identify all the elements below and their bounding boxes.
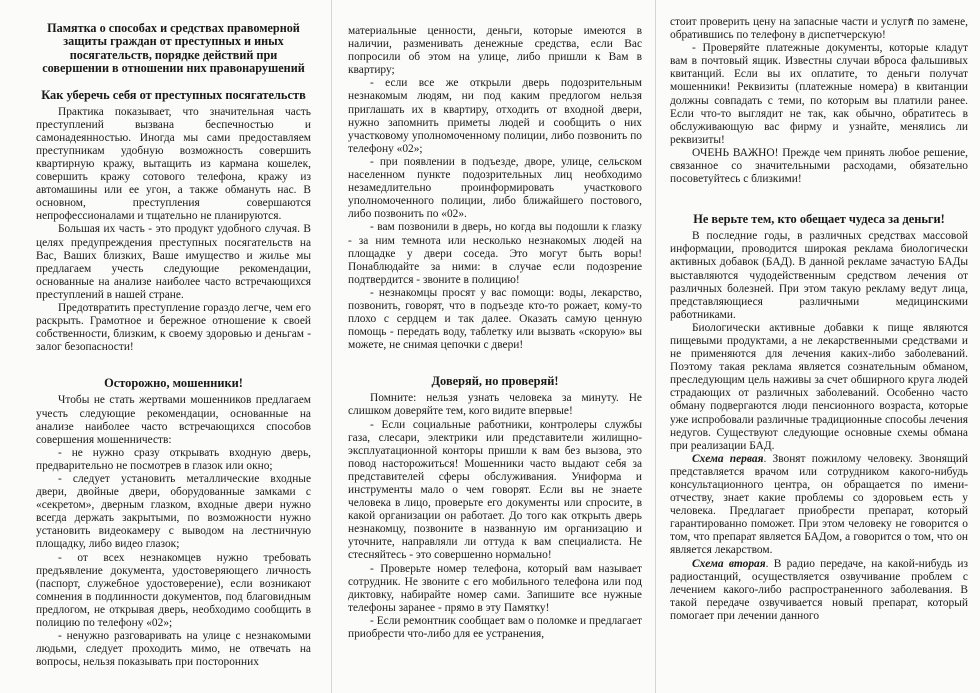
list-item: - Если социальные работники, контролеры службы газа, слесари, электрики или представители жилищно-эксплуатационной конторы пришли к вам без вызова, это повод насторожиться! Мошенники часто выдают себя за представителей сферы обслуживания. Униформа и инструменты мало о чем говорят. Если вы не знаете человека в лицо, проверьте его документы или спросите, в какой организации он работает. До того как открыть дверь незнакомцу, позвоните в названную им организацию и уточните, направляли ли оттуда к вам специалиста. Не стесняйтесь - это совершенно нормально! — [348, 418, 642, 562]
paragraph: В последние годы, в различных средствах массовой информации, проводится широкая реклама биологически активных добавок (БАД). В данной рекламе зачастую БАДы выставляются чудодейственным средством лечения от различных болезней. При этом такую рекламу ведут лица, представляющиеся различными медицинскими работниками. — [670, 230, 968, 321]
list-item: - вам позвонили в дверь, но когда вы подошли к глазку - за ним темнота или несколько незнакомых людей на площадке у двери соседа. Это могут быть воры! Понаблюдайте за ними: в случае если подозрение подтвердится - звоните в полицию! — [348, 221, 642, 286]
list-item: - не нужно сразу открывать входную дверь, предварительно не посмотрев в глазок или окно; — [36, 446, 311, 472]
page-fold-divider — [331, 0, 332, 693]
scheme-text: . Звонят пожилому человеку. Звонящий представляется врачом или сотрудником какого-нибудь консультационного центра, он обращается по имени-отчеству, знает какие проблемы со здоровьем есть у человека. Предлагает приобрести препарат, который гарантированно поможет. При этом человеку не говорится о том, что препарат является БАДом, а говорится о том, что он является лекарством. — [670, 452, 968, 557]
column-left — [0, 0, 325, 693]
section-heading-trust-but-verify: Доверяй, но проверяй! — [431, 374, 559, 389]
list-item: - Проверяйте платежные документы, которые кладут вам в почтовый ящик. Известны случаи вброса фальшивых квитанций. Если вы их оплатите, то деньги получат мошенники! Реквизиты (платежные номера) в квитанции должны совпадать с теми, по которым вы платили ранее. Если что-то выглядит не так, как обычно, обратитесь в обслуживающую вас фирму и узнайте, менялись ли реквизиты! — [670, 42, 968, 146]
paragraph: Биологически активные добавки к пище являются пищевыми продуктами, а не лекарственными средствами и не применяются для лечения каких-либо заболеваний. Поэтому такая реклама является сознательным обманом, преследующим цель наживы за счет обширного круга людей страдающих от различных заболеваний. Особенно часто обману подвергаются люди пенсионного возраста, которые уже испробовали различные традиционные способы лечения недугов. Существуют следующие основные схемы обмана при реализации БАД. — [670, 321, 968, 452]
list-item: - незнакомцы просят у вас помощи: воды, лекарство, позвонить, говорят, что в подъезде кто-то рожает, кому-то плохо с сердцем и так далее. Оказать самую ценную помощь - передать воду, таблетку или вызвать «скорую» вы можете, не снимая цепочки с двери! — [348, 286, 642, 352]
list-item: - ненужно разговаривать на улице с незнакомыми людьми, следует проходить мимо, не отвечать на вопросы, нельзя показывать при посторонних — [36, 630, 311, 669]
scheme-paragraph — [670, 558, 968, 623]
section-heading-protect-yourself: Как уберечь себя от преступных посягательств — [41, 87, 306, 102]
paragraph: Большая их часть - это продукт удобного случая. В целях предупреждения преступных посягательств на Вас, Ваших близких, Ваше имущество и жилье мы предлагаем учесть следующие рекомендации, основанные на анализе наиболее часто встречающихся преступлений в нашей стране. — [36, 223, 311, 301]
list-item: - если все же открыли дверь подозрительным незнакомым людям, ни под каким предлогом нельзя приглашать их в квартиру, отходить от входной двери, нужно запомнить приметы людей и сообщить о них участковому уполномоченному полиции, либо позвонить по телефону «02»; — [348, 77, 642, 155]
paragraph: Чтобы не стать жертвами мошенников предлагаем учесть следующие рекомендации, основанные на анализе наиболее часто встречающихся способов совершения мошенничеств: — [36, 394, 311, 446]
column-right — [658, 0, 980, 693]
scheme-paragraph — [670, 453, 968, 558]
column-middle — [336, 0, 656, 693]
list-item: - следует установить металлические входные двери, двойные двери, оборудованные замками с «секретом», дверным глазком, входные двери нужно всегда держать закрытыми, по возможности нужно установить видеокамеру с выводом на лестничную площадку, либо видео глазок; — [36, 472, 311, 551]
section-heading-fraud-warning: Осторожно, мошенники! — [104, 376, 243, 391]
important-note: ОЧЕНЬ ВАЖНО! Прежде чем принять любое решение, связанное со значительными расходами, обязательно посоветуйтесь с близкими! — [670, 146, 968, 186]
paragraph: стоит проверить цену на запасные части и услуги по замене, обратившись по телефону в диспетчерскую! — [670, 16, 968, 42]
list-item: - Проверьте номер телефона, который вам называет сотрудник. Не звоните с его мобильного телефона или под диктовку, набирайте номер сами. Запишите все нужные телефоны заранее - прямо в эту Памятку! — [348, 562, 642, 614]
paragraph: Помните: нельзя узнать человека за минуту. Не слишком доверяйте тем, кого видите впервые! — [348, 392, 642, 418]
scheme-label: Схема первая — [692, 452, 764, 465]
scheme-text: . В радио передаче, на какой-нибудь из радиостанций, осуществляется озвучивание проблем с лечением какого-либо распространенного заболевания. В такой передаче озвучивается новый препарат, который помогает при лечении данного — [670, 557, 968, 622]
paragraph: Предотвратить преступление гораздо легче, чем его раскрыть. Грамотное и бережное отношение к своей собственности, близким, к своему здоровью и деньгам - залог безопасности! — [36, 302, 311, 354]
section-heading-miracle-promises: Не верьте тем, кто обещает чудеса за деньги! — [693, 212, 945, 227]
paragraph: материальные ценности, деньги, которые имеются в наличии, разменивать денежные средства, если Вас попросили об этом на улице, либо пришли к Вам в квартиру; — [348, 25, 642, 77]
document-title: Памятка о способах и средствах правомерной защиты граждан от преступных и иных посягательств, порядке действий при совершении в отношении них правонарушений — [42, 21, 305, 76]
list-item: - при появлении в подъезде, дворе, улице, сельском населенном пункте подозрительных лиц необходимо незамедлительно проинформировать участкового уполномоченного полиции, либо ближайшего постового, либо позвонить по «02». — [348, 155, 642, 221]
paragraph: Практика показывает, что значительная часть преступлений вызвана беспечностью и самонадеянностью. Иногда мы сами предоставляем преступникам удобную возможность совершить квартирную кражу, вытащить из кармана кошелек, совершить кражу сотового телефона, кражу из автомашины или ее угон, а также обмануть нас. В основном, преступления совершаются непрофессионалами и тщательно не планируются. — [36, 105, 311, 223]
scheme-label: Схема вторая — [692, 557, 766, 570]
list-item: - Если ремонтник сообщает вам о поломке и предлагает приобрести что-либо для ее устранения, — [348, 614, 642, 641]
list-item: - от всех незнакомцев нужно требовать предъявление документа, удостоверяющего личность (паспорт, служебное удостоверение), если возникают сомнения в подлинности документов, под благовидным предлогом, не открывая дверь, необходимо сообщить в полицию по телефону «02»; — [36, 551, 311, 629]
